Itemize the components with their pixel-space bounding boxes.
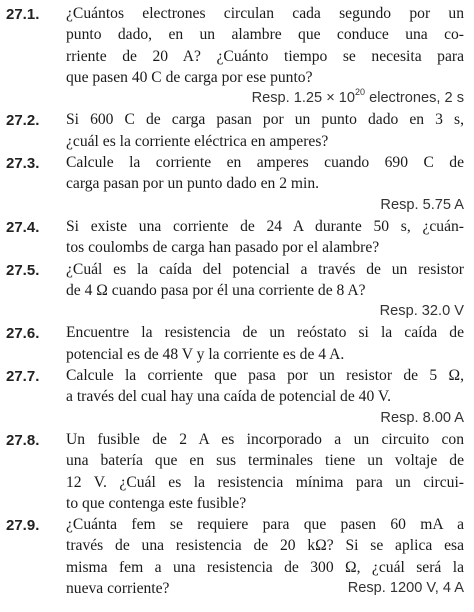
problem-line: que pasen 40 C de carga por ese punto? xyxy=(66,68,313,86)
problem-line: a través del cual hay una caída de potencial de 40 V. xyxy=(66,388,392,406)
problem-line: ¿cuál es la corriente eléctrica en amperes? xyxy=(66,132,329,150)
problem-27-3 xyxy=(6,152,464,216)
problem-line: tos coulombs de carga han pasado por el alambre? xyxy=(66,239,380,257)
problem-line: de 4 Ω cuando pasa por él una corriente de 8 A? xyxy=(66,281,366,299)
problem-text xyxy=(66,3,464,109)
answer: Resp. 32.0 V xyxy=(379,303,464,320)
problem-line: nueva corriente? xyxy=(66,580,170,598)
problem-text xyxy=(66,514,464,599)
problem-number: 27.8. xyxy=(6,431,40,449)
problem-27-1 xyxy=(6,3,464,109)
answer xyxy=(66,88,464,109)
problem-line: 12 V. ¿Cuál es la resistencia mínima para un circui- xyxy=(66,473,464,491)
problem-number: 27.6. xyxy=(6,325,40,343)
answer: Resp. 1200 V, 4 A xyxy=(347,580,464,597)
problem-27-5 xyxy=(6,259,464,323)
answer-suffix: electrones, 2 s xyxy=(365,90,464,107)
problem-27-7 xyxy=(6,365,464,429)
problem-27-9 xyxy=(6,514,464,599)
problem-text xyxy=(66,259,464,323)
problem-line: rriente de 20 A? ¿Cuánto tiempo se necesita para xyxy=(66,47,464,65)
problem-line: ¿Cuánta fem se requiere para que pasen 60 mA a xyxy=(66,516,464,534)
problem-27-6 xyxy=(6,322,464,365)
problem-text xyxy=(66,322,464,365)
problem-text xyxy=(66,109,464,152)
problem-27-2 xyxy=(6,109,464,152)
problem-line: misma fem a una resistencia de 300 Ω, ¿cuál será la xyxy=(66,558,464,576)
problem-text xyxy=(66,216,464,259)
problem-line: carga pasan por un punto dado en 2 min. xyxy=(66,175,320,193)
problem-line: to que contenga este fusible? xyxy=(66,494,247,512)
problem-line: potencial es de 48 V y la corriente es de 4 A. xyxy=(66,345,345,363)
problem-number: 27.3. xyxy=(6,155,40,173)
problem-number: 27.1. xyxy=(6,6,40,23)
problem-line: una batería que en sus terminales tiene un voltaje de xyxy=(66,452,464,470)
problem-number: 27.2. xyxy=(6,112,40,130)
problem-last-line xyxy=(66,578,464,599)
problem-text xyxy=(66,429,464,514)
problem-number: 27.9. xyxy=(6,517,40,535)
problem-27-4 xyxy=(6,216,464,259)
problem-line: punto dado, en un alambre que conduce una co- xyxy=(66,26,464,44)
problem-line: Si 600 C de carga pasan por un punto dado en 3 s, xyxy=(66,111,464,129)
problem-number: 27.4. xyxy=(6,218,40,236)
problem-line: ¿Cuántos electrones circulan cada segundo por un xyxy=(66,5,464,22)
answer-exponent: 20 xyxy=(355,87,366,98)
problem-line: Un fusible de 2 A es incorporado a un circuito con xyxy=(66,430,464,448)
problem-line: través de una resistencia de 20 kΩ? Si se aplica esa xyxy=(66,537,464,555)
problem-line: Si existe una corriente de 24 A durante 50 s, ¿cuán- xyxy=(66,217,464,235)
answer: Resp. 8.00 A xyxy=(380,409,464,426)
problem-number: 27.7. xyxy=(6,368,40,386)
problem-text xyxy=(66,365,464,429)
problem-line: Calcule la corriente que pasa por un resistor de 5 Ω, xyxy=(66,367,464,385)
problem-line: ¿Cuál es la caída del potencial a través de un resistor xyxy=(66,260,464,278)
problem-line: Calcule la corriente en amperes cuando 690 C de xyxy=(66,154,464,172)
answer-prefix: Resp. 1.25 × 10 xyxy=(251,90,356,107)
problem-line: Encuentre la resistencia de un reóstato si la caída de xyxy=(66,324,464,342)
problem-number: 27.5. xyxy=(6,261,40,279)
problem-27-8 xyxy=(6,429,464,514)
problem-text xyxy=(66,152,464,216)
answer: Resp. 5.75 A xyxy=(380,196,464,213)
